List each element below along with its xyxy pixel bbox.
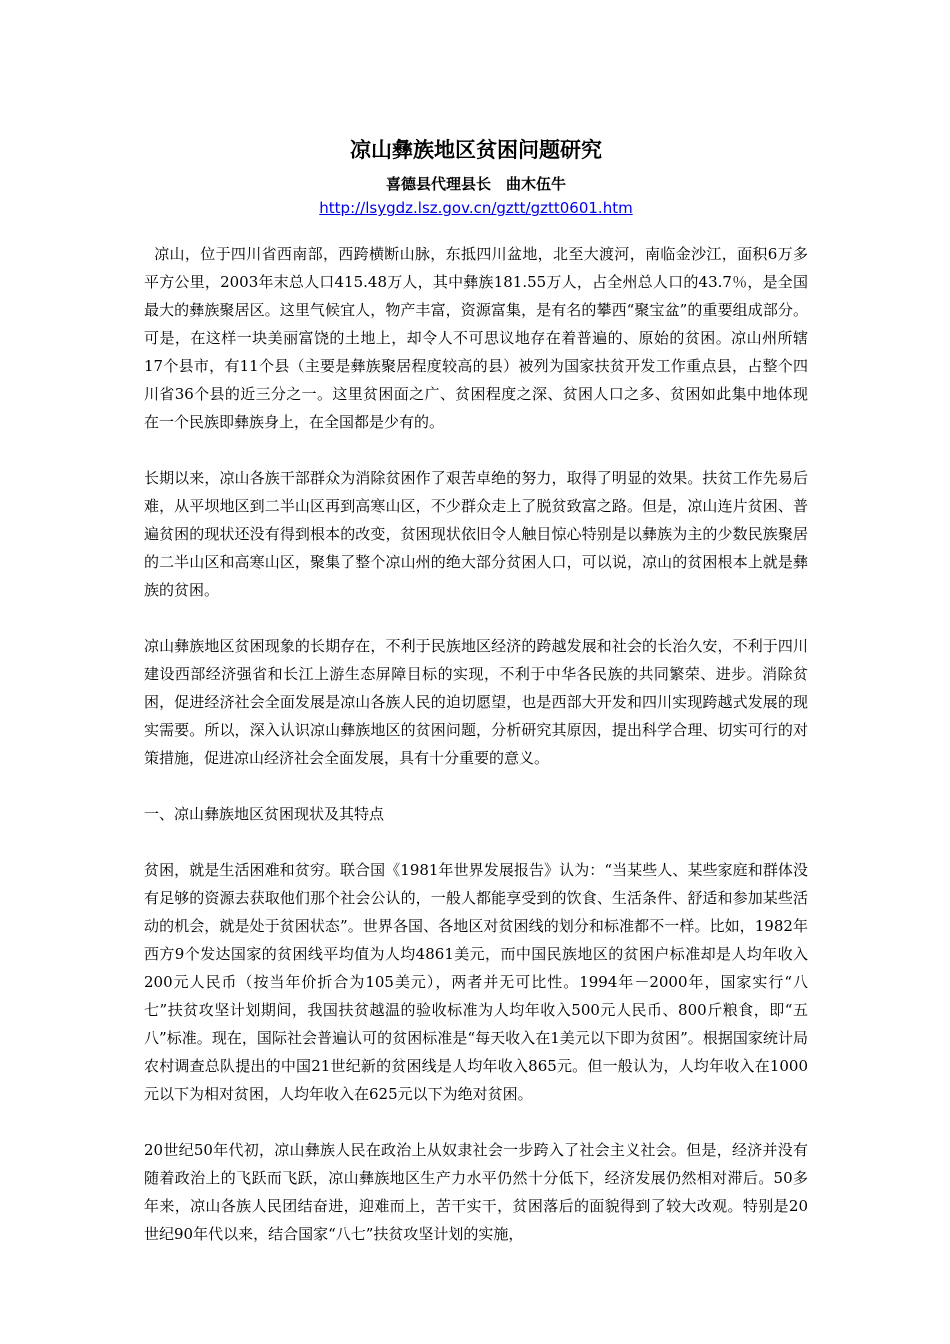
body-paragraph: 凉山彝族地区贫困现象的长期存在，不利于民族地区经济的跨越发展和社会的长治久安，不利于四川建设西部经济强省和长江上游生态屏障目标的实现，不利于中华各民族的共同繁荣、进步。消除贫困，促进经济社会全面发展是凉山各族人民的迫切愿望，也是西部大开发和四川实现跨越式发展的现实需要。所以，深入认识凉山彝族地区的贫困问题，分析研究其原因，提出科学合理、切实可行的对策措施，促进凉山经济社会全面发展，具有十分重要的意义。 bbox=[144, 637, 808, 767]
document-author: 喜德县代理县长 曲木伍牛 bbox=[385, 175, 566, 193]
document-title: 凉山彝族地区贫困问题研究 bbox=[350, 137, 602, 162]
source-link[interactable]: http://lsygdz.lsz.gov.cn/gztt/gztt0601.htm bbox=[319, 199, 633, 217]
section-heading: 一、凉山彝族地区贫困现状及其特点 bbox=[144, 805, 385, 823]
body-paragraph: 贫困，就是生活困难和贫穷。联合国《1981年世界发展报告》认为：“当某些人、某些家庭和群体没有足够的资源去获取他们那个社会公认的，一般人都能享受到的饮食、生活条件、舒适和参加某些活动的机会，就是处于贫困状态”。世界各国、各地区对贫困线的划分和标准都不一样。比如，1982年西方9个发达国家的贫困线平均值为人均4861美元，而中国民族地区的贫困户标准却是人均年收入200元人民币（按当年价折合为105美元），两者并无可比性。1994年－2000年，国家实行“八七”扶贫攻坚计划期间，我国扶贫越温的验收标准为人均年收入500元人民币、800斤粮食，即“五八”标准。现在，国际社会普遍认可的贫困标准是“每天收入在1美元以下即为贫困”。根据国家统计局农村调查总队提出的中国21世纪新的贫困线是人均年收入865元。但一般认为，人均年收入在1000元以下为相对贫困，人均年收入在625元以下为绝对贫困。 bbox=[144, 861, 808, 1103]
body-paragraph: 长期以来，凉山各族干部群众为消除贫困作了艰苦卓绝的努力，取得了明显的效果。扶贫工作先易后难，从平坝地区到二半山区再到高寒山区，不少群众走上了脱贫致富之路。但是，凉山连片贫困、普遍贫困的现状还没有得到根本的改变，贫困现状依旧令人触目惊心特别是以彝族为主的少数民族聚居的二半山区和高寒山区，聚集了整个凉山州的绝大部分贫困人口，可以说，凉山的贫困根本上就是彝族的贫困。 bbox=[144, 469, 808, 599]
document-page bbox=[144, 134, 808, 1248]
body-paragraph: 20世纪50年代初，凉山彝族人民在政治上从奴隶社会一步跨入了社会主义社会。但是，经济并没有随着政治上的飞跃而飞跃，凉山彝族地区生产力水平仍然十分低下，经济发展仍然相对滞后。50多年来，凉山各族人民团结奋进，迎难而上，苦干实干，贫困落后的面貌得到了较大改观。特别是20世纪90年代以来，结合国家“八七”扶贫攻坚计划的实施， bbox=[144, 1141, 808, 1243]
body-paragraph: 凉山，位于四川省西南部，西跨横断山脉，东抵四川盆地，北至大渡河，南临金沙江，面积6万多平方公里，2003年末总人口415.48万人，其中彝族181.55万人，占全州总人口的43.7％，是全国最大的彝族聚居区。这里气候宜人，物产丰富，资源富集，是有名的攀西“聚宝盆”的重要组成部分。可是，在这样一块美丽富饶的土地上，却令人不可思议地存在着普遍的、原始的贫困。凉山州所辖17个县市，有11个县（主要是彝族聚居程度较高的县）被列为国家扶贫开发工作重点县，占整个四川省36个县的近三分之一。这里贫困面之广、贫困程度之深、贫困人口之多、贫困如此集中地体现在一个民族即彝族身上，在全国都是少有的。 bbox=[144, 245, 808, 431]
